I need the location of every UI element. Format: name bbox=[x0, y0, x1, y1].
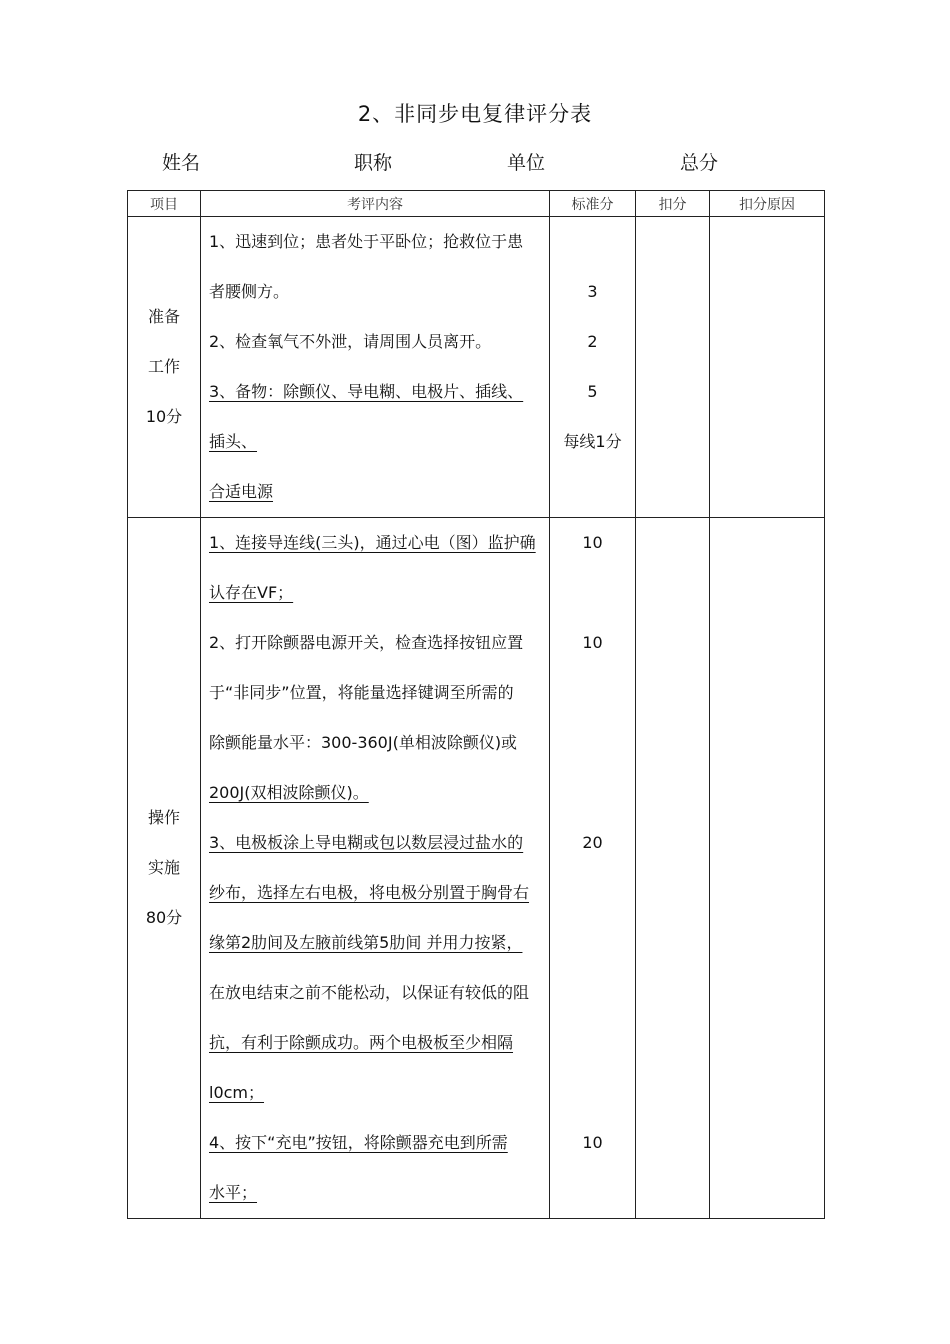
header-standard-score: 标准分 bbox=[550, 191, 636, 217]
scoring-table bbox=[127, 190, 825, 1219]
score-line bbox=[550, 668, 635, 718]
deduction-cell[interactable] bbox=[636, 217, 710, 518]
content-line: 2、打开除颤器电源开关，检查选择按钮应置 bbox=[209, 633, 524, 652]
content-line: 缘第2肋间及左腋前线第5肋间 并用力按紧， bbox=[209, 933, 523, 952]
content-line: 1、连接导连线(三头)，通过心电（图）监护确 bbox=[209, 533, 536, 552]
score-line: 每线1分 bbox=[563, 432, 622, 451]
deduction-reason-cell[interactable] bbox=[710, 217, 825, 518]
score-line: 3 bbox=[587, 282, 598, 301]
content-line: 于“非同步”位置，将能量选择键调至所需的 bbox=[209, 683, 514, 702]
score-line: 2 bbox=[587, 332, 598, 351]
content-line: 1、迅速到位；患者处于平卧位；抢救位于患 bbox=[209, 232, 524, 251]
deduction-reason-cell[interactable] bbox=[710, 518, 825, 1219]
score-cell bbox=[550, 217, 636, 518]
score-line: 10 bbox=[582, 1133, 603, 1152]
header-deduction: 扣分 bbox=[636, 191, 710, 217]
section-operation bbox=[128, 518, 825, 1219]
category-line: 10分 bbox=[145, 407, 183, 426]
content-line: 3、电极板涂上导电糊或包以数层浸过盐水的 bbox=[209, 833, 524, 852]
unit-label: 单位 bbox=[507, 152, 546, 174]
score-line bbox=[550, 217, 635, 267]
score-line bbox=[550, 768, 635, 818]
content-cell bbox=[201, 518, 550, 1219]
score-line: 20 bbox=[582, 833, 603, 852]
header-row bbox=[128, 191, 825, 217]
total-score-label: 总分 bbox=[680, 152, 719, 174]
deduction-cell[interactable] bbox=[636, 518, 710, 1219]
content-line: 4、按下“充电”按钮，将除颤器充电到所需 bbox=[209, 1133, 508, 1152]
score-line: 10 bbox=[582, 633, 603, 652]
header-content: 考评内容 bbox=[201, 191, 550, 217]
category-line: 80分 bbox=[145, 908, 183, 927]
category-line: 准备 bbox=[147, 307, 180, 326]
content-line: 3、备物：除颤仪、导电糊、电极片、插线、 bbox=[209, 382, 524, 401]
header-item: 项目 bbox=[128, 191, 201, 217]
content-line: 者腰侧方。 bbox=[209, 282, 290, 301]
score-line bbox=[550, 968, 635, 1018]
category-line: 实施 bbox=[147, 858, 180, 877]
content-line: 200J(双相波除颤仪)。 bbox=[209, 783, 369, 802]
content-line: 纱布，选择左右电极，将电极分别置于胸骨右 bbox=[209, 883, 530, 902]
category-cell bbox=[128, 518, 201, 1219]
content-line: 2、检查氧气不外泄，请周围人员离开。 bbox=[209, 332, 492, 351]
score-line bbox=[550, 718, 635, 768]
job-title-label: 职称 bbox=[354, 152, 393, 174]
category-line: 操作 bbox=[147, 808, 180, 827]
score-line bbox=[550, 1068, 635, 1118]
content-line: 合适电源 bbox=[209, 482, 274, 501]
score-line bbox=[550, 1168, 635, 1218]
header-deduction-reason: 扣分原因 bbox=[710, 191, 825, 217]
name-label: 姓名 bbox=[162, 152, 201, 174]
content-line: 认存在VF； bbox=[209, 583, 294, 602]
score-line bbox=[550, 1018, 635, 1068]
score-line bbox=[550, 467, 635, 517]
score-line: 5 bbox=[587, 382, 598, 401]
category-line: 工作 bbox=[147, 357, 180, 376]
score-line bbox=[550, 918, 635, 968]
content-line: 在放电结束之前不能松动，以保证有较低的阻 bbox=[209, 983, 530, 1002]
content-cell bbox=[201, 217, 550, 518]
category-cell bbox=[128, 217, 201, 518]
content-line: 水平； bbox=[209, 1183, 258, 1202]
content-line: 插头、 bbox=[209, 432, 258, 451]
section-preparation bbox=[128, 217, 825, 518]
page-title: 2、非同步电复律评分表 bbox=[357, 102, 593, 126]
content-line: 除颤能量水平：300-360J(单相波除颤仪)或 bbox=[209, 733, 518, 752]
content-line: l0cm； bbox=[209, 1083, 265, 1102]
score-line bbox=[550, 568, 635, 618]
score-cell bbox=[550, 518, 636, 1219]
score-line bbox=[550, 868, 635, 918]
content-line: 抗，有利于除颤成功。两个电极板至少相隔 bbox=[209, 1033, 514, 1052]
score-line: 10 bbox=[582, 533, 603, 552]
